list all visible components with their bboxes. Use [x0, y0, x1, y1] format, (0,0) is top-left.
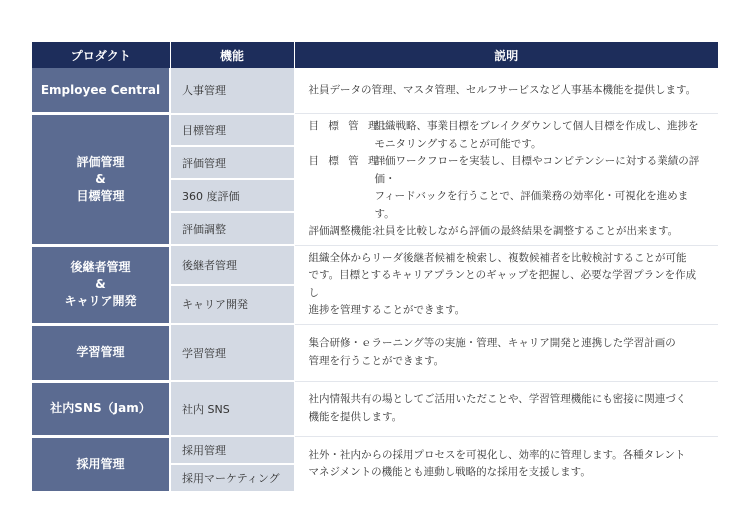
product-cell [32, 114, 170, 246]
header-product: プロダクト [32, 42, 170, 68]
description-line: マネジメントの機能とも連動し戦略的な採用を支援します。 [308, 466, 591, 479]
feature-cell: 採用管理 [170, 436, 294, 464]
product-name: キャリア開発 [64, 294, 137, 308]
description-line: 進捗を管理することができます。 [308, 304, 466, 316]
feature-cell: 評価管理 [170, 146, 294, 179]
description-cell [294, 436, 718, 492]
description-line: 管理を行うことができます。 [308, 354, 445, 367]
table-row [32, 381, 718, 436]
description-line: です。目標とするキャリアプランとのギャップを把握し、必要な学習プランを作成し [308, 269, 697, 299]
description-text [375, 118, 705, 153]
description-line: 組織戦略、事業目標をブレイクダウンして個人目標を作成し、進捗を [374, 120, 699, 132]
table-row [32, 436, 718, 464]
description-line: 評価ワークフローを実装し、目標やコンピテンシーに対する業績の評価・ [374, 155, 700, 185]
product-name: 社内SNS（Jam） [50, 401, 151, 415]
feature-cell: 学習管理 [170, 324, 294, 381]
description-label: 目 標 管 理： [308, 155, 396, 167]
product-cell [32, 245, 170, 324]
table-row [32, 245, 718, 285]
header-feature: 機能 [170, 42, 294, 68]
table-row [32, 68, 718, 114]
product-name: 学習管理 [76, 345, 125, 359]
product-name: 評価管理 [76, 154, 125, 169]
product-cell [32, 436, 170, 492]
product-name: 採用管理 [76, 456, 125, 471]
feature-cell: 人事管理 [170, 68, 294, 114]
description-line: モニタリングすることが可能です。 [374, 137, 542, 150]
table-row [32, 324, 718, 381]
description-text [375, 153, 705, 223]
header-description: 説明 [294, 42, 718, 68]
description-cell [294, 245, 718, 324]
product-name: 目標管理 [76, 188, 125, 203]
product-cell [32, 68, 170, 114]
description-line: 社内情報共有の場としてご活用いただことや、学習管理機能にも密接に関連づく [308, 393, 687, 405]
description-cell [294, 68, 718, 114]
product-name: Employee Central [40, 82, 161, 97]
description-line: 機能を提供します。 [308, 410, 403, 423]
product-cell [32, 324, 170, 381]
description-label: 評価調整機能： [308, 225, 382, 237]
product-name: 後継者管理 [70, 260, 131, 274]
description-text [375, 223, 705, 241]
description-line: 社員データの管理、マスタ管理、セルフサービスなど人事基本機能を提供します。 [308, 83, 697, 96]
table-header-row [32, 42, 718, 68]
table-row [32, 114, 718, 147]
description-line: 社外・社内からの採用プロセスを可視化し、効率的に管理します。各種タレント [308, 448, 686, 461]
product-feature-table [32, 42, 718, 494]
description-line: 集合研修・ｅラーニング等の実施・管理、キャリア開発と連携した学習計画の [308, 337, 676, 349]
feature-cell: 360 度評価 [170, 179, 294, 212]
feature-cell: 後継者管理 [170, 245, 294, 285]
description-cell [294, 324, 718, 381]
description-cell [294, 114, 718, 246]
feature-cell: キャリア開発 [170, 285, 294, 325]
feature-cell: 採用マーケティング [170, 464, 294, 492]
description-line: フィードバックを行うことで、評価業務の効率化・可視化を進めます。 [374, 190, 689, 220]
feature-cell: 評価調整 [170, 212, 294, 245]
description-label: 目 標 管 理： [308, 120, 396, 132]
feature-cell: 目標管理 [170, 114, 294, 147]
product-name-amp: & [95, 171, 106, 186]
description-cell [294, 381, 718, 436]
description-line: 社員を比較しながら評価の最終結果を調整することが出来ます。 [374, 225, 679, 237]
feature-cell: 社内 SNS [170, 381, 294, 436]
description-list [309, 118, 705, 241]
product-cell [32, 381, 170, 436]
product-name-amp: & [95, 277, 106, 291]
description-line: 組織全体からリーダ後継者候補を検索し、複数候補者を比較検討することが可能 [308, 251, 687, 264]
